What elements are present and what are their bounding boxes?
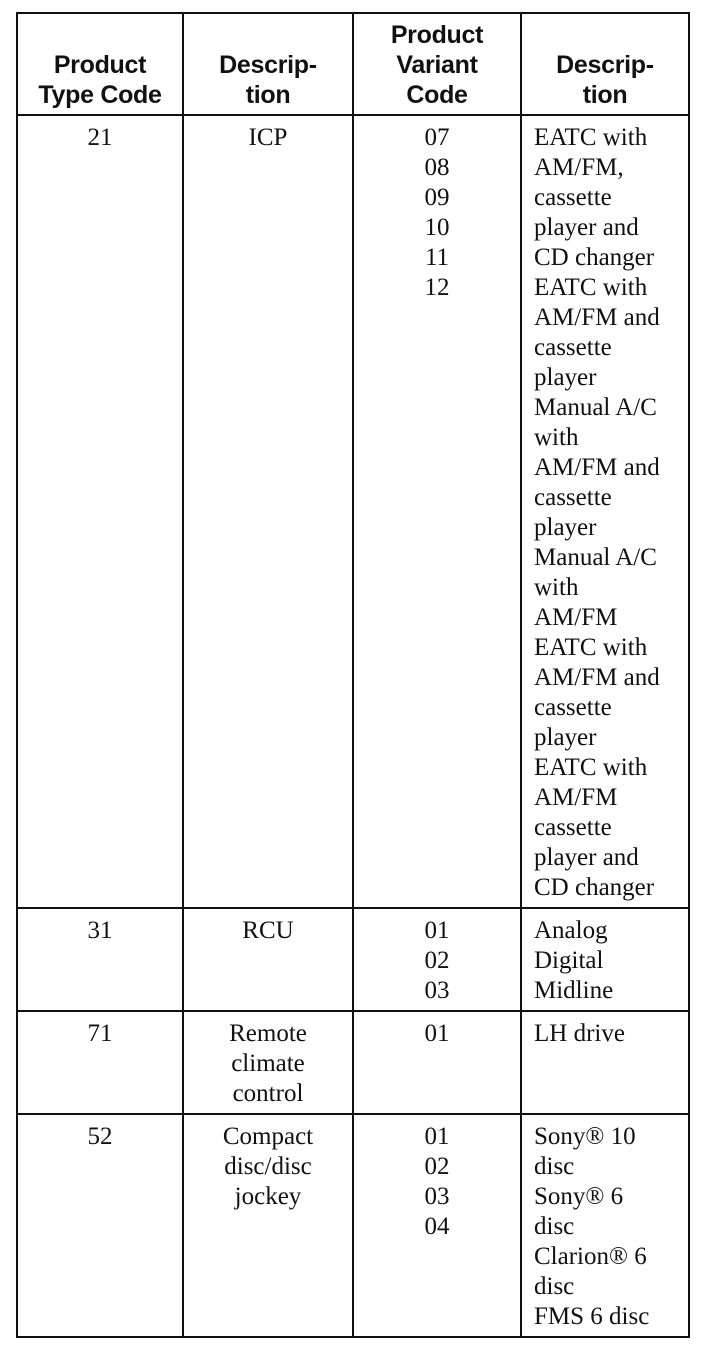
variant-description-cell xyxy=(521,1011,689,1114)
header-product-variant-code xyxy=(353,13,521,115)
cell-line: FMS 6 disc xyxy=(534,1303,650,1330)
cell-line: Midline xyxy=(534,977,614,1004)
header-product-type-code xyxy=(17,13,183,115)
cell-line: 03 xyxy=(424,1183,450,1210)
cell-line: AM/FM xyxy=(534,604,618,631)
cell-line: with xyxy=(534,574,579,601)
cell-line: 01 xyxy=(424,1123,450,1150)
cell-line: RCU xyxy=(242,917,294,944)
cell-line: jockey xyxy=(234,1183,302,1210)
cell-line: player xyxy=(534,724,597,751)
cell-line: 01 xyxy=(424,1020,450,1047)
cell-line: cassette xyxy=(534,334,612,361)
cell-line: player xyxy=(534,364,597,391)
cell-line: AM/FM, xyxy=(534,154,624,181)
cell-line: cassette xyxy=(534,484,612,511)
description-cell xyxy=(183,908,353,1011)
cell-line: Product xyxy=(390,21,484,49)
cell-line: tion xyxy=(582,81,628,109)
type-code-cell: 71 xyxy=(17,1011,183,1114)
cell-line: Analog xyxy=(534,917,608,944)
cell-line: Clarion® 6 xyxy=(534,1243,647,1270)
cell-line: EATC with xyxy=(534,634,648,661)
cell-line: 03 xyxy=(424,977,450,1004)
cell-line: disc/disc xyxy=(224,1153,312,1180)
cell-line: Digital xyxy=(534,947,604,974)
cell-line: EATC with xyxy=(534,274,648,301)
cell-line: Manual A/C xyxy=(534,544,657,571)
table-row xyxy=(17,1011,689,1114)
cell-line: player xyxy=(534,514,597,541)
cell-line: tion xyxy=(245,81,291,109)
cell-line: with xyxy=(534,424,579,451)
description-cell xyxy=(183,1011,353,1114)
cell-line: AM/FM and xyxy=(534,454,660,481)
cell-line: player and xyxy=(534,844,639,871)
cell-line: Compact xyxy=(222,1123,314,1150)
header-description xyxy=(183,13,353,115)
table-row xyxy=(17,1114,689,1337)
cell-line: disc xyxy=(534,1213,575,1240)
description-cell xyxy=(183,115,353,908)
variant-code-cell xyxy=(353,1011,521,1114)
cell-line: Sony® 10 xyxy=(534,1123,636,1150)
cell-line: Sony® 6 xyxy=(534,1183,624,1210)
variant-code-cell xyxy=(353,115,521,908)
cell-line: disc xyxy=(534,1273,575,1300)
cell-line: 11 xyxy=(424,244,450,271)
cell-line: disc xyxy=(534,1153,575,1180)
cell-line: 10 xyxy=(424,214,450,241)
header-variant-description xyxy=(521,13,689,115)
cell-line: AM/FM and xyxy=(534,304,660,331)
cell-line: 02 xyxy=(424,1153,450,1180)
table-header-row xyxy=(17,13,689,115)
cell-line: CD changer xyxy=(534,244,655,271)
cell-line: cassette xyxy=(534,814,612,841)
product-code-table xyxy=(16,12,690,1338)
table-row xyxy=(17,115,689,908)
type-code-cell: 21 xyxy=(17,115,183,908)
cell-line: 08 xyxy=(424,154,450,181)
cell-line: 12 xyxy=(424,274,450,301)
cell-line: cassette xyxy=(534,184,612,211)
cell-line: Descrip- xyxy=(556,51,654,79)
cell-line: Code xyxy=(406,81,468,109)
type-code-cell: 52 xyxy=(17,1114,183,1337)
cell-line: Manual A/C xyxy=(534,394,657,421)
cell-line: 09 xyxy=(424,184,450,211)
cell-line: AM/FM xyxy=(534,784,618,811)
cell-line: CD changer xyxy=(534,874,655,901)
cell-line: Product xyxy=(53,51,147,79)
type-code-cell: 31 xyxy=(17,908,183,1011)
cell-line: 04 xyxy=(424,1213,450,1240)
description-cell xyxy=(183,1114,353,1337)
cell-line: ICP xyxy=(248,124,288,151)
table-body xyxy=(17,115,689,1337)
cell-line: cassette xyxy=(534,694,612,721)
cell-line: EATC with xyxy=(534,124,648,151)
cell-line: Type Code xyxy=(38,81,162,109)
table-row xyxy=(17,908,689,1011)
cell-line: EATC with xyxy=(534,754,648,781)
cell-line: Remote xyxy=(229,1020,307,1047)
cell-line: Variant xyxy=(396,51,478,79)
variant-description-cell xyxy=(521,908,689,1011)
cell-line: LH drive xyxy=(534,1020,625,1047)
cell-line: climate xyxy=(231,1050,305,1077)
cell-line: Descrip- xyxy=(219,51,317,79)
variant-code-cell xyxy=(353,1114,521,1337)
variant-description-cell xyxy=(521,115,689,908)
variant-description-cell xyxy=(521,1114,689,1337)
variant-code-cell xyxy=(353,908,521,1011)
cell-line: control xyxy=(232,1080,304,1107)
cell-line: 02 xyxy=(424,947,450,974)
cell-line: player and xyxy=(534,214,639,241)
cell-line: 07 xyxy=(424,124,450,151)
cell-line: AM/FM and xyxy=(534,664,660,691)
cell-line: 01 xyxy=(424,917,450,944)
